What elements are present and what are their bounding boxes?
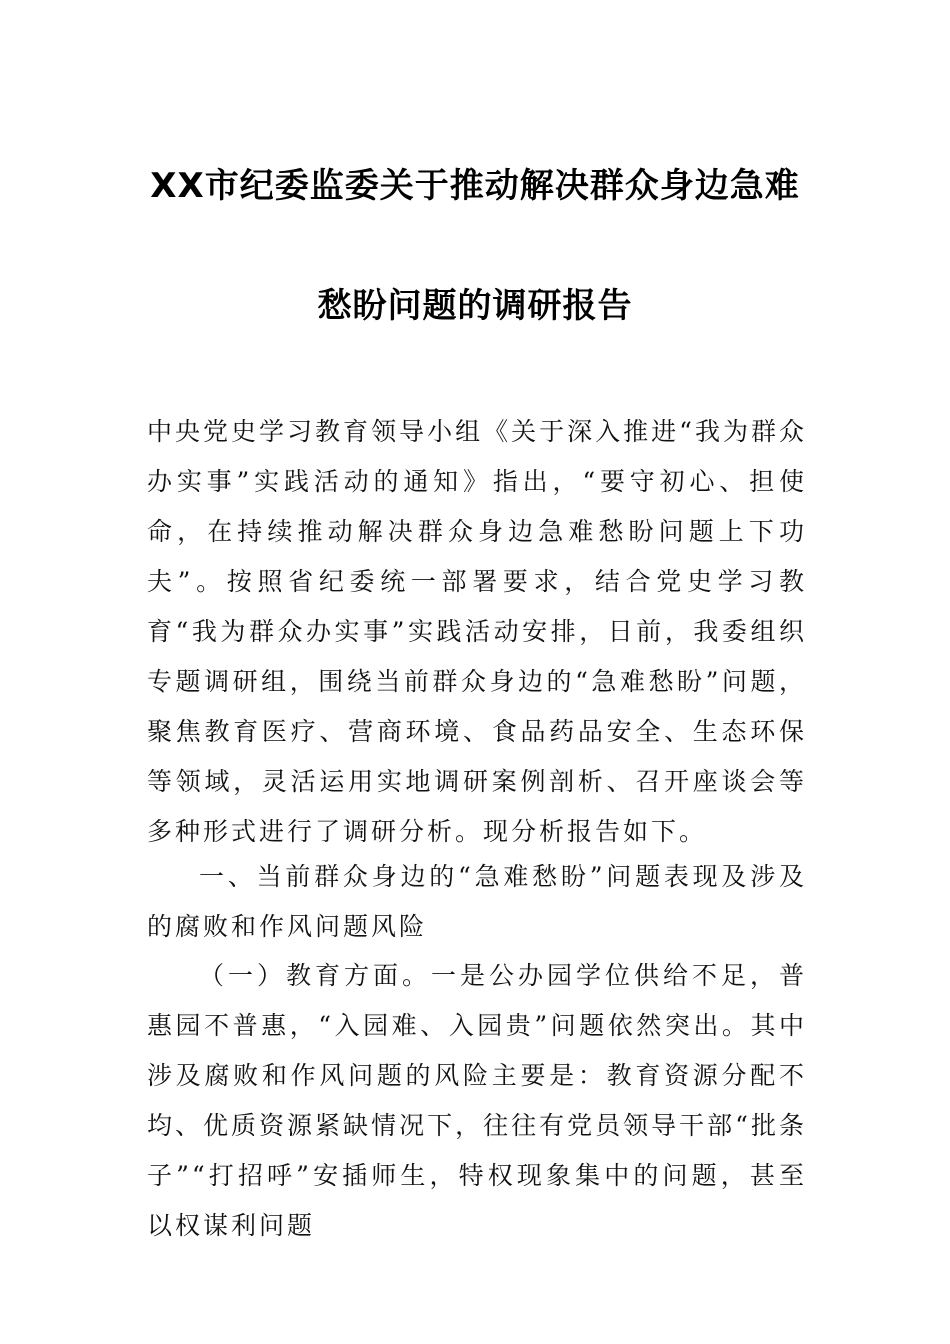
section-heading-1: 一、当前群众身边的“急难愁盼”问题表现及涉及的腐败和作风问题风险 <box>147 862 807 941</box>
intro-paragraph: 中央党史学习教育领导小组《关于深入推进“我为群众办实事”实践活动的通知》指出，“要守初心、担使命，在持续推动解决群众身边急难愁盼问题上下功夫”。按照省纪委统一部署要求，结合党史学习教育“我为群众办实事”实践活动安排，日前，我委组织专题调研组，围绕当前群众身边的“急难愁盼”问题，聚焦教育医疗、营商环境、食品药品安全、生态环保等领域，灵活运用实地调研案例剖析、召开座谈会等多种形式进行了调研分析。现分析报告如下。 <box>147 417 807 846</box>
education-paragraph: （一）教育方面。一是公办园学位供给不足，普惠园不普惠，“入园难、入园贵”问题依然突出。其中涉及腐败和作风问题的风险主要是：教育资源分配不均、优质资源紧缺情况下，往往有党员领导干部“批条子”“打招呼”安插师生，特权现象集中的问题，甚至以权谋利问题 <box>147 961 807 1240</box>
document-title-line-2: 愁盼问题的调研报告 <box>317 286 633 326</box>
document-title-line-1: XX市纪委监委关于推动解决群众身边急难 <box>150 166 800 206</box>
